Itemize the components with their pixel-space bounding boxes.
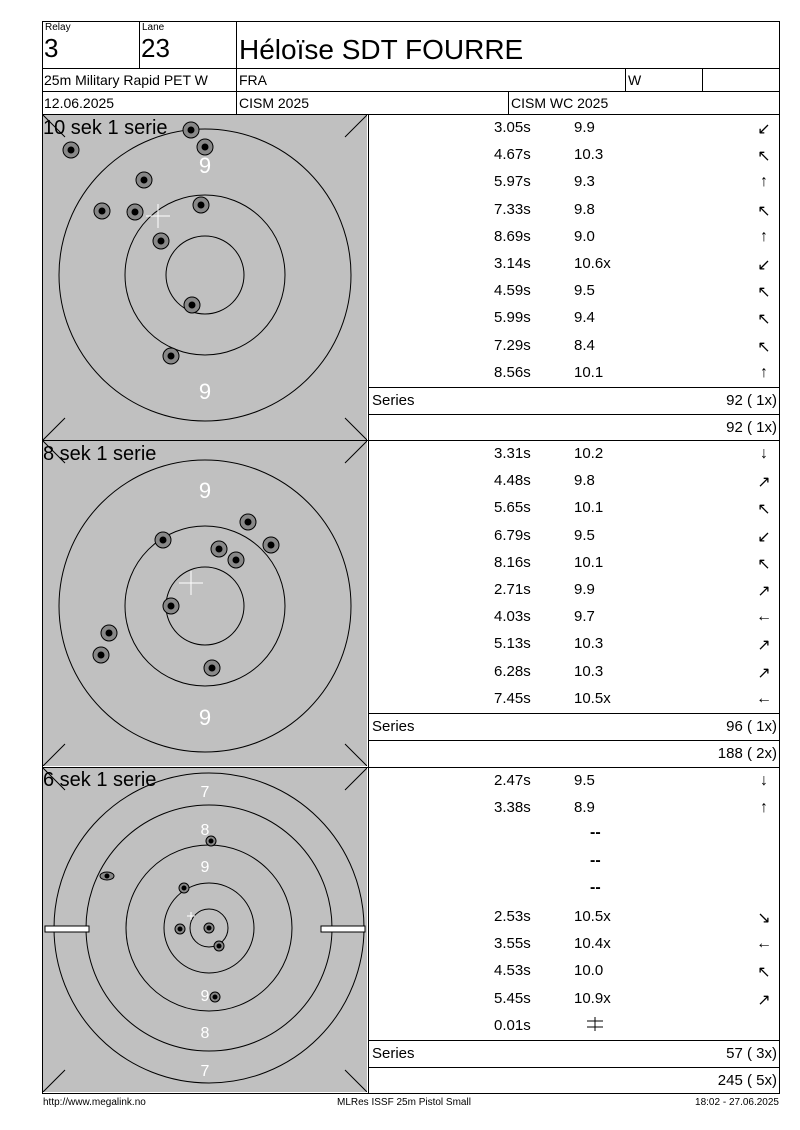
shot-time: 7.33s bbox=[494, 200, 531, 218]
shot-direction-icon: ← bbox=[756, 935, 772, 953]
target-section-2 bbox=[43, 441, 367, 766]
shot-score: 10.5x bbox=[574, 908, 611, 925]
ring-label: 9 bbox=[198, 705, 212, 730]
shot-score: 9.8 bbox=[574, 200, 595, 218]
crosshair-icon bbox=[584, 1017, 644, 1037]
shot-direction-icon: ↖ bbox=[757, 284, 771, 302]
shot-score: 10.9x bbox=[574, 989, 611, 1007]
shot-score: 9.9 bbox=[574, 581, 595, 598]
shot-direction-icon: ↗ bbox=[757, 583, 771, 600]
lane-label: Lane bbox=[142, 22, 165, 33]
shot-direction-icon: ↘ bbox=[757, 910, 771, 927]
shot-row bbox=[370, 659, 779, 686]
shot-time: 6.28s bbox=[494, 662, 531, 680]
shot-row bbox=[370, 850, 779, 877]
shot-score: 9.4 bbox=[574, 309, 595, 327]
shot-row bbox=[370, 550, 779, 577]
shot-time: 0.01s bbox=[494, 1016, 531, 1034]
footer-url: http://www.megalink.no bbox=[43, 1097, 146, 1108]
shot-time: 4.59s bbox=[494, 282, 531, 300]
shot-direction-icon: ↑ bbox=[760, 173, 768, 191]
shot-time: 5.13s bbox=[494, 635, 531, 653]
shot-time: 4.53s bbox=[494, 962, 531, 980]
series-total: 96 ( 1x) bbox=[726, 718, 777, 735]
shot-time: 3.55s bbox=[494, 935, 531, 953]
shot-row bbox=[370, 142, 779, 169]
shot-row bbox=[370, 441, 779, 468]
competition: CISM 2025 bbox=[239, 95, 310, 111]
relay-value: 3 bbox=[44, 33, 59, 63]
series-total-row bbox=[370, 713, 779, 740]
shot-row bbox=[370, 169, 779, 196]
shot-time: 2.71s bbox=[494, 581, 531, 598]
shot-row bbox=[370, 768, 779, 795]
ring-label: 9 bbox=[198, 478, 212, 503]
running-total: 188 ( 2x) bbox=[717, 745, 777, 762]
shot-score: 9.5 bbox=[574, 772, 595, 789]
gender: W bbox=[628, 72, 642, 88]
shot-direction-icon: ↖ bbox=[757, 338, 771, 356]
shot-score: -- bbox=[590, 878, 601, 896]
shot-direction-icon: ↖ bbox=[757, 148, 771, 166]
shot-time: 5.45s bbox=[494, 989, 531, 1007]
target-section-3 bbox=[43, 768, 367, 1092]
shot-direction-icon: ↙ bbox=[757, 121, 771, 138]
shot-direction-icon: ↖ bbox=[757, 311, 771, 329]
shot-row bbox=[370, 577, 779, 604]
shot-direction-icon: ↗ bbox=[757, 637, 771, 655]
shot-row bbox=[370, 986, 779, 1013]
shot-time: 4.67s bbox=[494, 146, 531, 164]
section-title: 10 sek 1 serie bbox=[43, 117, 168, 139]
shot-row bbox=[370, 822, 779, 849]
shot-score: -- bbox=[590, 824, 601, 842]
shot-direction-icon: ↑ bbox=[760, 799, 768, 817]
shot-score: 9.9 bbox=[574, 119, 595, 136]
shot-row bbox=[370, 795, 779, 822]
running-total-row bbox=[370, 740, 779, 767]
shooter-name: Héloïse SDT FOURRE bbox=[239, 34, 524, 65]
shot-score: 9.8 bbox=[574, 472, 595, 490]
shot-score: 8.4 bbox=[574, 336, 595, 354]
shot-direction-icon: ← bbox=[756, 608, 772, 626]
shot-direction-icon: ↖ bbox=[757, 501, 771, 519]
series-total: 57 ( 3x) bbox=[726, 1045, 777, 1062]
shot-score: -- bbox=[590, 851, 601, 869]
shot-direction-icon: ↖ bbox=[757, 555, 771, 573]
shot-time: 2.53s bbox=[494, 908, 531, 925]
shot-score: 9.0 bbox=[574, 227, 595, 245]
shot-direction-icon: ↗ bbox=[757, 991, 771, 1009]
shot-row bbox=[370, 278, 779, 305]
shot-time: 5.97s bbox=[494, 173, 531, 191]
shot-row bbox=[370, 224, 779, 251]
running-total-row bbox=[370, 414, 779, 441]
shot-time: 5.65s bbox=[494, 499, 531, 517]
shot-score: 9.5 bbox=[574, 282, 595, 300]
shot-score: 10.6x bbox=[574, 255, 611, 272]
ring-label: 9 bbox=[200, 988, 210, 1005]
shot-row bbox=[370, 333, 779, 360]
shot-row bbox=[370, 877, 779, 904]
shot-direction-icon: ↑ bbox=[760, 227, 768, 245]
shot-row bbox=[370, 958, 779, 985]
shot-score: 10.3 bbox=[574, 146, 604, 164]
shot-row bbox=[370, 305, 779, 332]
shot-row bbox=[370, 931, 779, 958]
section-title: 8 sek 1 serie bbox=[43, 443, 157, 465]
shot-time: 8.56s bbox=[494, 363, 531, 381]
shot-direction-icon: ↖ bbox=[757, 964, 771, 982]
shot-time: 3.38s bbox=[494, 799, 531, 817]
shot-time: 5.99s bbox=[494, 309, 531, 327]
shot-time: 7.29s bbox=[494, 336, 531, 354]
shot-score: 10.1 bbox=[574, 553, 604, 571]
ring-label: 9 bbox=[198, 153, 212, 178]
shot-time: 8.69s bbox=[494, 227, 531, 245]
shot-score: 10.3 bbox=[574, 635, 604, 653]
shot-score: 10.5x bbox=[574, 689, 611, 707]
shot-direction-icon: ↗ bbox=[757, 664, 771, 682]
shot-row bbox=[370, 604, 779, 631]
shot-row bbox=[370, 468, 779, 495]
date: 12.06.2025 bbox=[44, 95, 115, 111]
shot-time: 7.45s bbox=[494, 689, 531, 707]
shot-score: 10.2 bbox=[574, 445, 604, 462]
series-total-row bbox=[370, 1040, 779, 1067]
running-total-row bbox=[370, 1067, 779, 1094]
shot-row bbox=[370, 495, 779, 522]
shot-row bbox=[370, 360, 779, 387]
series-total: 92 ( 1x) bbox=[726, 392, 777, 409]
shot-score: 10.1 bbox=[574, 363, 604, 381]
shot-time: 3.31s bbox=[494, 445, 531, 462]
shot-score: 10.1 bbox=[574, 499, 604, 517]
footer-timestamp: 18:02 - 27.06.2025 bbox=[695, 1097, 779, 1108]
relay-label: Relay bbox=[45, 22, 71, 33]
shot-direction-icon: ↗ bbox=[757, 474, 771, 492]
section-title: 6 sek 1 serie bbox=[43, 769, 157, 791]
shot-row bbox=[370, 1013, 779, 1040]
shot-score: 10.0 bbox=[574, 962, 604, 980]
ring-label: 7 bbox=[200, 1063, 210, 1080]
nation: FRA bbox=[239, 72, 267, 88]
shot-row bbox=[370, 686, 779, 713]
series-label: Series bbox=[372, 1045, 415, 1062]
ring-label: 9 bbox=[198, 379, 212, 404]
footer-software: MLRes ISSF 25m Pistol Small bbox=[337, 1097, 471, 1108]
shot-direction-icon: ↖ bbox=[757, 202, 771, 220]
shot-holes bbox=[63, 122, 213, 364]
series-total-row bbox=[370, 387, 779, 414]
shot-direction-icon: ↓ bbox=[760, 445, 768, 462]
shot-row bbox=[370, 631, 779, 658]
ring-label: 7 bbox=[200, 784, 210, 801]
shot-direction-icon: ↙ bbox=[757, 528, 771, 546]
shot-score: 8.9 bbox=[574, 799, 595, 817]
shot-direction-icon: ↑ bbox=[760, 363, 768, 381]
shot-time: 4.03s bbox=[494, 608, 531, 626]
ring-label: 8 bbox=[200, 822, 210, 839]
shot-row bbox=[370, 523, 779, 550]
shot-time: 2.47s bbox=[494, 772, 531, 789]
series-label: Series bbox=[372, 392, 415, 409]
shot-score: 9.3 bbox=[574, 173, 595, 191]
lane-value: 23 bbox=[141, 33, 170, 63]
shot-score: 9.5 bbox=[574, 526, 595, 544]
shot-row bbox=[370, 251, 779, 278]
shot-direction-icon: ← bbox=[756, 689, 772, 707]
shot-row bbox=[370, 904, 779, 931]
shot-time: 3.05s bbox=[494, 119, 531, 136]
shot-direction-icon: ↓ bbox=[760, 772, 768, 789]
event-name: 25m Military Rapid PET W bbox=[44, 72, 208, 88]
shot-score: 10.4x bbox=[574, 935, 611, 953]
running-total: 245 ( 5x) bbox=[717, 1072, 777, 1089]
ring-label: 8 bbox=[200, 1025, 210, 1042]
shot-time: 6.79s bbox=[494, 526, 531, 544]
shot-direction-icon: ↙ bbox=[757, 257, 771, 274]
running-total: 92 ( 1x) bbox=[726, 419, 777, 436]
shot-time: 8.16s bbox=[494, 553, 531, 571]
ring-label: 9 bbox=[200, 859, 210, 876]
shot-score: 10.3 bbox=[574, 662, 604, 680]
series-label: Series bbox=[372, 718, 415, 735]
target-section-1 bbox=[43, 115, 367, 440]
shot-row bbox=[370, 197, 779, 224]
shot-row bbox=[370, 115, 779, 142]
match-name: CISM WC 2025 bbox=[511, 95, 609, 111]
shot-time: 4.48s bbox=[494, 472, 531, 490]
shot-time: 3.14s bbox=[494, 255, 531, 272]
shot-score: 9.7 bbox=[574, 608, 595, 626]
